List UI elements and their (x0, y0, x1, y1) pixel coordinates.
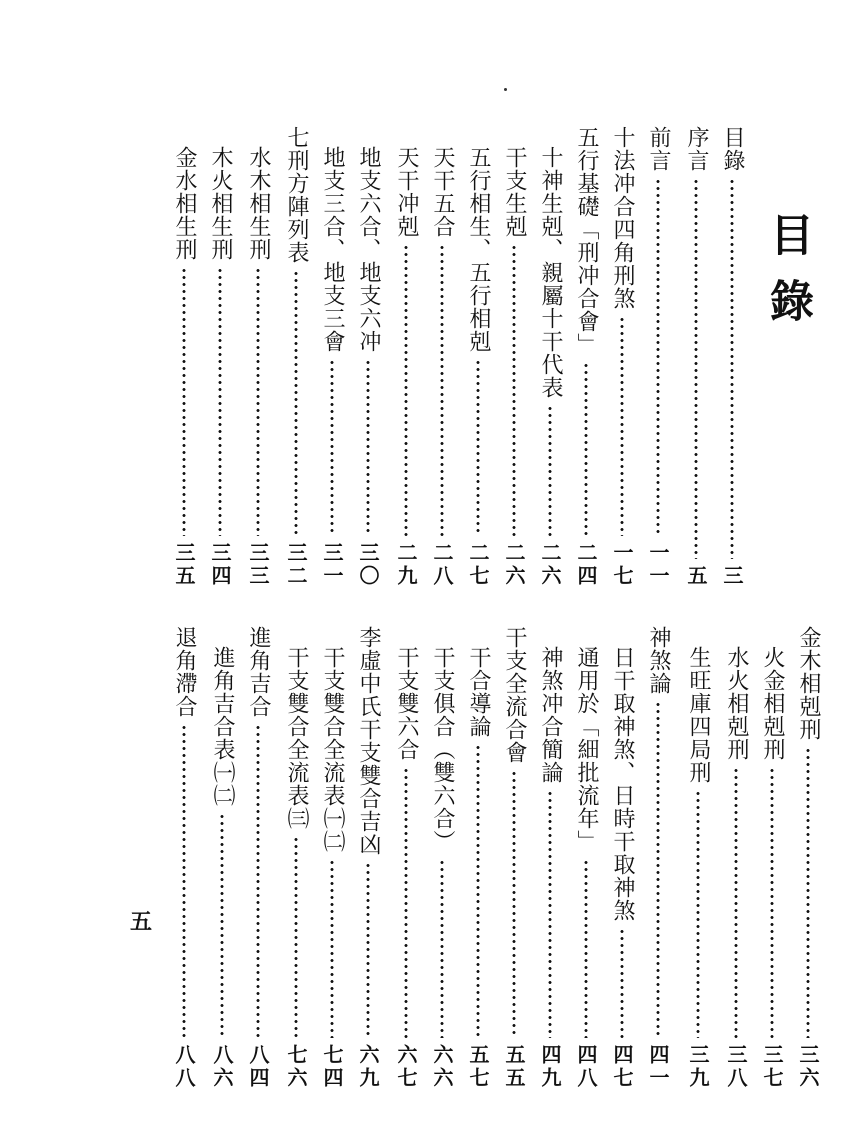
dot-leader (696, 790, 700, 1038)
dot-leader (512, 770, 516, 1038)
toc-entry-label: 五行相生、五行相剋 (466, 146, 491, 353)
upper-entry (714, 126, 750, 588)
lower-entry (240, 626, 276, 1090)
page-number: 五 (130, 909, 153, 935)
upper-entry (240, 146, 276, 588)
lower-entry (314, 646, 350, 1090)
upper-entry (278, 126, 314, 588)
dot-leader (182, 267, 186, 536)
toc-entry-page: 二四 (574, 542, 598, 588)
lower-entry (640, 626, 676, 1090)
lower-entry (532, 646, 568, 1090)
lower-entry (754, 646, 790, 1090)
toc-entry-page: 四八 (574, 1044, 598, 1090)
upper-entry (388, 146, 424, 588)
dot-leader (548, 790, 552, 1038)
toc-entry-page: 二六 (538, 542, 562, 588)
toc-entry-label: 天干冲剋 (394, 146, 419, 238)
dot-leader (182, 724, 186, 1038)
toc-entry-label: 水木相生刑 (246, 146, 271, 261)
print-speck (504, 88, 507, 91)
toc-entry-label: 天干五合 (430, 146, 455, 238)
lower-entry (568, 646, 604, 1090)
dot-leader (366, 359, 370, 536)
toc-entry-page: 八八 (172, 1044, 196, 1090)
toc-entry-label: 神煞論 (646, 626, 671, 695)
toc-entry-label: 十法冲合四角刑煞 (610, 126, 635, 310)
dot-leader (656, 178, 660, 536)
toc-entry-page: 三六 (796, 1044, 820, 1090)
upper-entry (314, 146, 350, 588)
dot-leader (330, 359, 334, 536)
dot-leader (476, 744, 480, 1038)
upper-entry (460, 146, 496, 588)
toc-entry-label: 金木相剋刑 (796, 626, 821, 741)
dot-leader (256, 267, 260, 536)
toc-entry-label: 火金相剋刑 (760, 646, 785, 761)
toc-entry-page: 三七 (760, 1044, 784, 1090)
toc-entry-page: 四一 (646, 1044, 670, 1090)
toc-entry-page: 三八 (724, 1044, 748, 1090)
upper-entry (424, 146, 460, 588)
toc-entry-label: 日干取神煞、日時干取神煞 (610, 646, 635, 922)
dot-leader (404, 244, 408, 536)
toc-entry-label: 退角滯合 (172, 626, 197, 718)
lower-entry (424, 646, 460, 1090)
toc-entry-page: 七四 (320, 1044, 344, 1090)
toc-entry-label: 十神生剋、親屬十干代表 (538, 146, 563, 399)
toc-entry-page: 八六 (210, 1044, 234, 1090)
dot-leader (440, 244, 444, 536)
toc-entry-page: 一一 (646, 542, 670, 588)
toc-entry-page: 六九 (356, 1044, 380, 1090)
toc-entry-label: 干支雙六合 (394, 646, 419, 761)
dot-leader (256, 724, 260, 1038)
toc-entry-page: 二八 (430, 542, 454, 588)
lower-entry (388, 646, 424, 1090)
dot-leader (806, 747, 810, 1038)
toc-entry-page: 三五 (172, 542, 196, 588)
toc-entry-label: 序言 (684, 126, 709, 172)
toc-entry-page: 七六 (284, 1044, 308, 1090)
lower-entry (680, 646, 716, 1090)
toc-entry-label: 通用於「細批流年」 (574, 646, 599, 853)
page-title: 目錄 (762, 212, 813, 344)
dot-leader (694, 178, 698, 559)
toc-entry-page: 三四 (208, 542, 232, 588)
toc-entry-page: 四七 (610, 1044, 634, 1090)
dot-leader (218, 267, 222, 536)
dot-leader (220, 813, 224, 1038)
toc-entry-page: 五五 (502, 1044, 526, 1090)
dot-leader (440, 859, 444, 1038)
toc-entry-page: 三三 (246, 542, 270, 588)
toc-entry-page: 八四 (246, 1044, 270, 1090)
dot-leader (330, 859, 334, 1038)
dot-leader (294, 836, 298, 1038)
upper-entry (640, 126, 676, 588)
lower-entry (350, 626, 386, 1090)
toc-entry-label: 地支六合、地支六冲 (356, 146, 381, 353)
dot-leader (294, 270, 298, 536)
lower-entry (166, 626, 202, 1090)
toc-entry-label: 干支雙合全流表㈠㈡ (320, 646, 345, 853)
dot-leader (770, 767, 774, 1038)
dot-leader (584, 859, 588, 1038)
toc-entry-page: 五七 (466, 1044, 490, 1090)
toc-entry-page: 五 (684, 565, 708, 588)
toc-entry-page: 六六 (430, 1044, 454, 1090)
dot-leader (476, 359, 480, 536)
toc-entry-page: 三九 (686, 1044, 710, 1090)
dot-leader (548, 405, 552, 536)
toc-entry-page: 三 (720, 565, 744, 588)
toc-entry-label: 生旺庫四局刑 (686, 646, 711, 784)
toc-entry-label: 干支雙合全流表㈢ (284, 646, 309, 830)
toc-entry-page: 三二 (284, 542, 308, 588)
toc-entry-label: 干支全流合會 (502, 626, 527, 764)
toc-entry-page: 三一 (320, 542, 344, 588)
dot-leader (620, 316, 624, 536)
toc-entry-label: 木火相生刑 (208, 146, 233, 261)
toc-entry-page: 二六 (502, 542, 526, 588)
toc-entry-label: 七刑方陣列表 (284, 126, 309, 264)
lower-entry (204, 646, 240, 1090)
toc-entry-label: 李虛中氏干支雙合吉凶 (356, 626, 381, 856)
dot-leader (366, 862, 370, 1038)
lower-entry (718, 646, 754, 1090)
dot-leader (730, 178, 734, 559)
lower-entry (460, 646, 496, 1090)
toc-entry-label: 干支俱合（雙六合） (430, 646, 455, 853)
toc-entry-label: 五行基礎「刑冲合會」 (574, 126, 599, 356)
toc-entry-label: 地支三合、地支三會 (320, 146, 345, 353)
toc-entry-page: 二七 (466, 542, 490, 588)
lower-entry (278, 646, 314, 1090)
toc-entry-page: 六七 (394, 1044, 418, 1090)
toc-entry-page: 三〇 (356, 542, 380, 588)
dot-leader (734, 767, 738, 1038)
upper-entry (350, 146, 386, 588)
upper-entry (568, 126, 604, 588)
upper-entry (496, 146, 532, 588)
toc-entry-label: 金水相生刑 (172, 146, 197, 261)
upper-entry (678, 126, 714, 588)
lower-entry (604, 646, 640, 1090)
toc-entry-page: 一七 (610, 542, 634, 588)
toc-entry-label: 神煞冲合簡論 (538, 646, 563, 784)
upper-entry (166, 146, 202, 588)
upper-entry (532, 146, 568, 588)
toc-entry-label: 目錄 (720, 126, 745, 172)
toc-entry-label: 進角吉合表㈠㈡ (210, 646, 235, 807)
toc-entry-label: 進角吉合 (246, 626, 271, 718)
dot-leader (512, 244, 516, 536)
dot-leader (404, 767, 408, 1038)
lower-entry (496, 626, 532, 1090)
toc-entry-page: 四九 (538, 1044, 562, 1090)
lower-entry (790, 626, 826, 1090)
dot-leader (656, 701, 660, 1038)
toc-entry-label: 干合導論 (466, 646, 491, 738)
toc-entry-label: 干支生剋 (502, 146, 527, 238)
upper-entry (202, 146, 238, 588)
toc-entry-page: 二九 (394, 542, 418, 588)
upper-entry (604, 126, 640, 588)
toc-entry-label: 前言 (646, 126, 671, 172)
dot-leader (620, 928, 624, 1038)
toc-entry-label: 水火相剋刑 (724, 646, 749, 761)
dot-leader (584, 362, 588, 536)
